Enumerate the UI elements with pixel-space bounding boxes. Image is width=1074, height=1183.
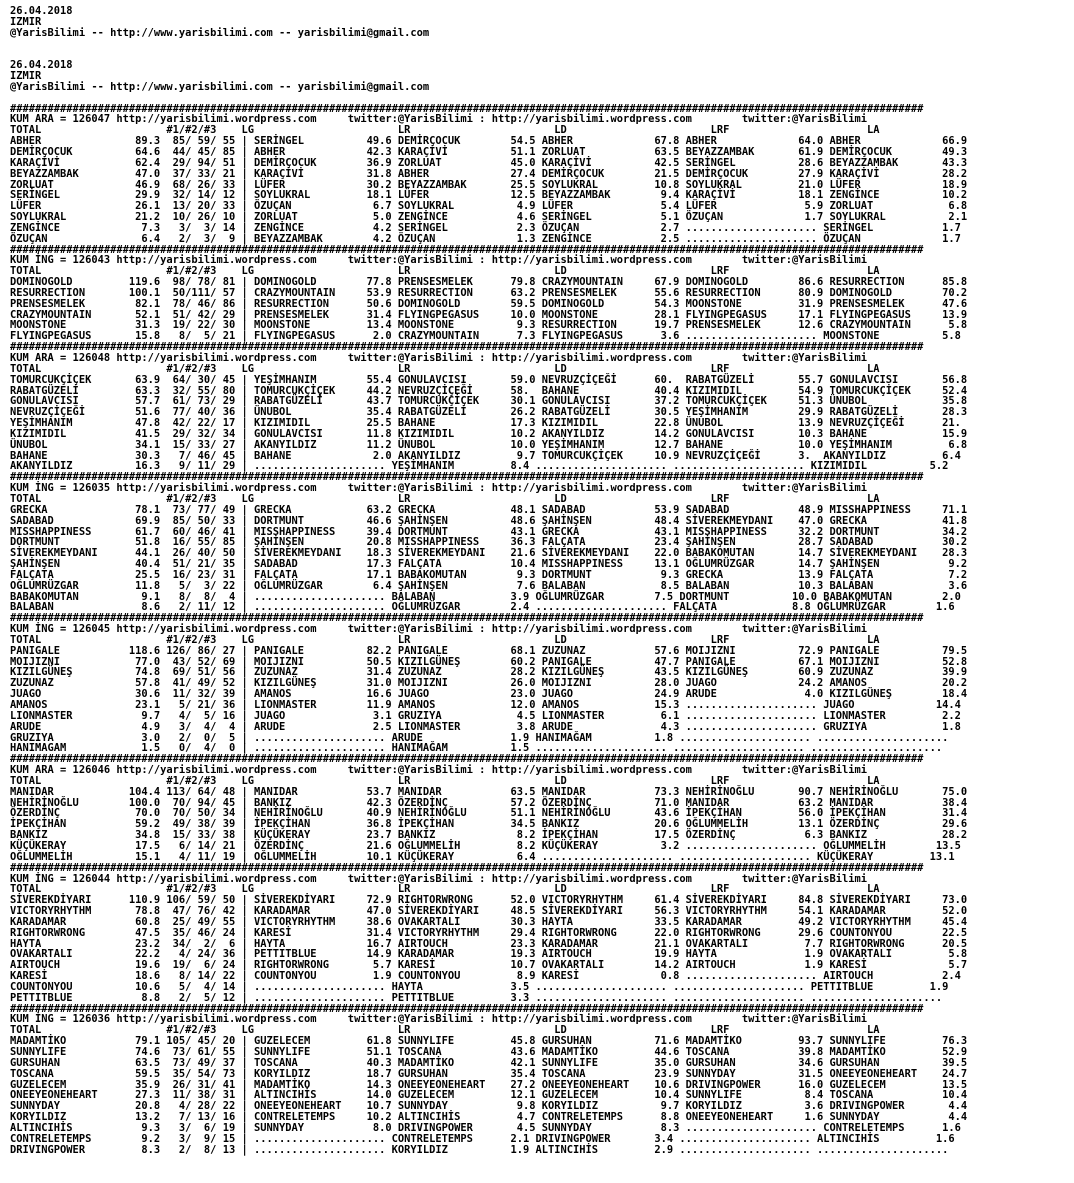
report-line: IZMIR <box>10 15 42 28</box>
report-line: TOTAL #1/#2/#3 LG LR LD LRF LA <box>10 883 880 896</box>
report-line: ################################################################################################################################################## <box>10 243 924 256</box>
report-line: KUM ARA = 126047 http://yarisbilimi.wordpress.com twitter:@YarisBilimi : http://yarisbilimi.wordpress.com twitter:@YarisBilimi <box>10 113 868 126</box>
report-line: GONULAVCISI 57.7 61/ 73/ 29 | RABATGÜZELİ 43.7 TOMURCUKÇİÇEK 30.1 GONULAVCISI 37.2 TOMURCUKÇİÇEK 51.3 ÜNUBOL 35.8 <box>10 395 968 408</box>
report-line: MADAMTİKO 79.1 105/ 45/ 20 | GUZELECEM 61.8 SUNNYLIFE 45.8 GURSUHAN 71.6 MADAMTİKO 93.7 SUNNYLIFE 76.3 <box>10 1035 968 1048</box>
report-line: DRIVINGPOWER 8.3 2/ 8/ 13 | ..................... KORYILDIZ 1.9 ALTINCIHİS 2.9 ..................... ..................... <box>10 1143 949 1156</box>
report-line: ŞAHİNŞEN 40.4 51/ 21/ 35 | SADABAD 17.3 FALÇATA 10.4 MISSHAPPINESS 13.1 OĞLUMRÜZGAR 14.7 ŞAHİNŞEN 9.2 <box>10 558 968 571</box>
report-line: SİVEREKDİYARI 110.9 106/ 59/ 50 | SİVEREKDİYARI 72.9 RIGHTORWRONG 52.0 VICTORYRHYTHM 61.4 SİVEREKDİYARI 84.8 SİVEREKDİYARI 73.0 <box>10 894 968 907</box>
report-line: IZMIR <box>10 70 42 83</box>
report-line: GRUZIYA 3.0 2/ 0/ 5 | ..................... ARUDE 1.9 HANIMAĞAM 1.8 ..................... ..................... <box>10 731 949 744</box>
report-line: YEŞİMHANIM 47.8 42/ 22/ 17 | KIZIMIDIL 25.5 BAHANE 17.3 KIZIMIDIL 22.8 ÜNUBOL 13.9 NEVRUZÇİÇEĞİ 21. <box>10 417 961 430</box>
report-line: NEHİRİNOĞLU 100.0 70/ 94/ 45 | BANKIZ 42.3 ÖZERDİNÇ 57.2 ÖZERDİNÇ 71.0 MANIDAR 63.2 MANIDAR 38.4 <box>10 796 968 809</box>
report-line: 26.04.2018 <box>10 59 73 72</box>
report-line: ALTINCIHİS 9.3 3/ 6/ 19 | SUNNYDAY 8.0 DRIVINGPOWER 4.5 SUNNYDAY 8.3 ..................... CONTRELETEMPS 1.6 <box>10 1121 961 1134</box>
report-line: AKANYILDIZ 16.3 9/ 11/ 29 | ..................... YEŞİMHANIM 8.4 ..................... ..................... KIZIMIDIL 5.2 <box>10 460 949 473</box>
report-line: KUM İNG = 126035 http://yarisbilimi.wordpress.com twitter:@YarisBilimi : http://yarisbilimi.wordpress.com twitter:@YarisBilimi <box>10 482 868 495</box>
report-line: İPEKÇİHAN 59.2 49/ 38/ 39 | İPEKÇİHAN 36.8 İPEKÇİHAN 34.5 BANKIZ 20.6 OĞLUMMELİH 13.1 ÖZERDİNÇ 29.6 <box>10 818 968 831</box>
report-line: RESURRECTION 100.1 50/111/ 57 | CRAZYMOUNTAIN 53.9 RESURRECTION 63.2 PRENSESMELEK 55.6 RESURRECTION 80.9 DOMINOGOLD 70.2 <box>10 286 968 299</box>
report-line: ÜNUBOL 34.1 15/ 33/ 27 | AKANYILDIZ 11.2 ÜNUBOL 10.0 YEŞİMHANIM 12.7 BAHANE 10.0 YEŞİMHANIM 6.8 <box>10 438 968 451</box>
report-line: 26.04.2018 <box>10 5 73 17</box>
report-line: KUM ARA = 126046 http://yarisbilimi.wordpress.com twitter:@YarisBilimi : http://yarisbilimi.wordpress.com twitter:@YarisBilimi <box>10 764 868 777</box>
report-line: KIZILGÜNEŞ 74.8 69/ 51/ 56 | ZUZUNAZ 31.4 ZUZUNAZ 28.2 KIZILGÜNEŞ 43.5 KIZILGÜNEŞ 60.9 ZUZUNAZ 39.9 <box>10 666 968 679</box>
report-line: TOTAL #1/#2/#3 LG LR LD LRF LA <box>10 362 880 375</box>
report-line: PRENSESMELEK 82.1 78/ 46/ 86 | RESURRECTION 50.6 DOMINOGOLD 59.5 DOMINOGOLD 54.3 MOONSTONE 31.9 PRENSESMELEK 47.6 <box>10 297 968 310</box>
report-line: KARADAMAR 60.8 25/ 49/ 55 | VICTORYRHYTHM 38.6 OVAKARTALI 30.3 HAYTA 33.5 KARADAMAR 49.2 VICTORYRHYTHM 45.4 <box>10 915 968 928</box>
report-line: RABATGÜZELİ 63.3 32/ 55/ 80 | TOMURCUKÇİÇEK 44.2 NEVRUZÇİÇEĞİ 58. BAHANE 40.4 KIZIMIDIL 54.9 TOMURCUKÇİÇEK 52.4 <box>10 384 968 397</box>
report-line: SOYLUKRAL 21.2 10/ 26/ 10 | ZORLUAT 5.0 ZENGİNCE 4.6 SERİNGEL 5.1 ÖZUÇAN 1.7 SOYLUKRAL 2.1 <box>10 211 968 224</box>
report-line: KUM İNG = 126044 http://yarisbilimi.wordpress.com twitter:@YarisBilimi : http://yarisbilimi.wordpress.com twitter:@YarisBilimi <box>10 872 868 885</box>
report-line: @YarisBilimi -- http://www.yarisbilimi.com -- yarisbilimi@gmail.com <box>10 80 430 93</box>
report-line: AMANOS 23.1 5/ 21/ 36 | LIONMASTER 11.9 AMANOS 12.0 AMANOS 15.3 ..................... JUAGO 14.4 <box>10 699 961 711</box>
report-line: COUNTONYOU 10.6 5/ 4/ 14 | ..................... HAYTA 3.5 ..................... ..................... PETTITBLUE 1.9 <box>10 980 949 993</box>
report-line: ################################################################################################################################################## <box>10 612 924 625</box>
report-line: SİVEREKMEYDANI 44.1 26/ 40/ 50 | SİVEREKMEYDANI 18.3 SİVEREKMEYDANI 21.6 SİVEREKMEYDANI 22.0 BABAKOMUTAN 14.7 SİVEREKMEYDANI 28.3 <box>10 547 968 560</box>
report-line: GUZELECEM 35.9 26/ 31/ 41 | MADAMTİKO 14.3 ONEEYEONEHEART 27.2 ONEEYEONEHEART 10.6 DRIVINGPOWER 16.0 GUZELECEM 13.5 <box>10 1078 968 1091</box>
report-line: OĞLUMRÜZGAR 11.8 5/ 3/ 22 | OĞLUMRÜZGAR 6.4 ŞAHİNŞEN 7.6 BALABAN 8.5 BALABAN 10.3 BALABAN 3.6 <box>10 579 968 592</box>
report-line: ################################################################################################################################################## <box>10 861 924 874</box>
report-line: ÖZERDİNÇ 70.0 70/ 50/ 34 | NEHİRİNOĞLU 40.9 NEHİRİNOĞLU 51.1 NEHİRİNOĞLU 43.6 İPEKÇİHAN 56.0 İPEKÇİHAN 31.4 <box>10 807 968 820</box>
report-line: KORYILDIZ 13.2 7/ 13/ 16 | CONTRELETEMPS 10.2 ALTINCIHİS 4.7 CONTRELETEMPS 8.8 ONEEYEONEHEART 1.6 SUNNYDAY 4.4 <box>10 1111 968 1124</box>
report-line: KUM İNG = 126036 http://yarisbilimi.wordpress.com twitter:@YarisBilimi : http://yarisbilimi.wordpress.com twitter:@YarisBilimi <box>10 1013 868 1026</box>
report-line: LÜFER 26.1 13/ 20/ 33 | ÖZUÇAN 6.7 SOYLUKRAL 4.9 LÜFER 5.4 LÜFER 5.9 ZORLUAT 6.8 <box>10 200 968 213</box>
report-line: ################################################################################################################################################## <box>10 1002 924 1015</box>
report-line: PANIGALE 118.6 126/ 86/ 27 | PANIGALE 82.2 PANIGALE 68.1 ZUZUNAZ 57.6 MOIJIZNI 72.9 PANIGALE 79.5 <box>10 644 968 657</box>
report-line: SUNNYDAY 20.8 4/ 28/ 22 | ONEEYEONEHEART 10.7 SUNNYDAY 9.8 KORYILDIZ 9.7 KORYILDIZ 3.6 DRIVINGPOWER 4.4 <box>10 1100 968 1113</box>
report-line: KIZIMIDIL 41.5 29/ 32/ 34 | GONULAVCISI 11.8 KIZIMIDIL 10.2 AKANYILDIZ 14.2 GONULAVCISI 10.3 BAHANE 15.9 <box>10 427 968 440</box>
report-line: ################################################################################################################################################## <box>10 341 924 354</box>
report-line: @YarisBilimi -- http://www.yarisbilimi.com -- yarisbilimi@gmail.com <box>10 26 430 39</box>
report-line: ################################################################################################################################################## <box>10 102 924 115</box>
report-line <box>10 39 1074 50</box>
report-line: JUAGO 30.6 11/ 32/ 39 | AMANOS 16.6 JUAGO 23.0 JUAGO 24.9 ARUDE 4.0 KIZILGÜNEŞ 18.4 <box>10 688 968 701</box>
report-line: OĞLUMMELİH 15.1 4/ 11/ 19 | OĞLUMMELİH 10.1 KÜÇÜKERAY 6.4 ..................... ..................... KÜÇÜKERAY 13.1 <box>10 850 955 863</box>
report-line: CRAZYMOUNTAIN 52.1 51/ 42/ 29 | PRENSESMELEK 31.4 FLYINGPEGASUS 10.0 MOONSTONE 28.1 FLYINGPEGASUS 17.1 FLYINGPEGASUS 13.9 <box>10 308 968 321</box>
report-line: TOTAL #1/#2/#3 LG LR LD LRF LA <box>10 124 880 137</box>
report-line: KUM İNG = 126045 http://yarisbilimi.wordpress.com twitter:@YarisBilimi : http://yarisbilimi.wordpress.com twitter:@YarisBilimi <box>10 623 868 636</box>
report-line: MOONSTONE 31.3 19/ 22/ 30 | MOONSTONE 13.4 MOONSTONE 9.3 RESURRECTION 19.7 PRENSESMELEK 12.6 CRAZYMOUNTAIN 5.8 <box>10 319 968 332</box>
report-line: FALÇATA 25.5 16/ 23/ 31 | FALÇATA 17.1 BABAKOMUTAN 9.3 DORTMUNT 9.3 GRECKA 13.9 FALÇATA 7.2 <box>10 568 968 581</box>
report-line: HAYTA 23.2 34/ 2/ 6 | HAYTA 16.7 AIRTOUCH 23.3 KARADAMAR 21.1 OVAKARTALI 7.7 RIGHTORWRONG 20.5 <box>10 937 968 950</box>
report-line: GURSUHAN 63.5 73/ 49/ 37 | TOSCANA 40.3 MADAMTİKO 42.1 SUNNYLIFE 35.0 GURSUHAN 34.6 GURSUHAN 39.5 <box>10 1056 968 1069</box>
report-line: AIRTOUCH 19.6 19/ 6/ 24 | RIGHTORWRONG 5.7 KARESİ 10.7 OVAKARTALI 14.2 AIRTOUCH 1.9 KARESİ 5.7 <box>10 959 968 972</box>
report-line: RIGHTORWRONG 47.5 35/ 46/ 24 | KARESİ 31.4 VICTORYRHYTHM 29.4 RIGHTORWRONG 22.0 RIGHTORWRONG 29.6 COUNTONYOU 22.5 <box>10 926 968 939</box>
report-line: OVAKARTALI 22.2 4/ 24/ 36 | PETTITBLUE 14.9 KARADAMAR 19.3 AIRTOUCH 19.9 HAYTA 1.9 OVAKARTALI 5.8 <box>10 948 968 961</box>
report-line: ONEEYEONEHEART 27.3 11/ 38/ 31 | ALTINCIHİS 14.0 GUZELECEM 12.1 GUZELECEM 10.4 SUNNYLIFE 8.4 TOSCANA 10.4 <box>10 1089 968 1102</box>
report-line: BAHANE 30.3 7/ 46/ 45 | BAHANE 2.0 AKANYILDIZ 9.7 TOMURCUKÇİÇEK 10.9 NEVRUZÇİÇEĞİ 3. AKANYILDIZ 6.4 <box>10 449 961 462</box>
report-line: ÖZUÇAN 6.4 2/ 3/ 9 | BEYAZZAMBAK 4.2 ÖZUÇAN 1.3 ZENGİNCE 2.5 ..................... ÖZUÇAN 1.7 <box>10 232 961 245</box>
report-line: PETTITBLUE 8.8 2/ 5/ 12 | ..................... PETTITBLUE 3.3 ..................... ..................... ..................... <box>10 991 943 1004</box>
report-line: TOMURCUKÇİÇEK 63.9 64/ 30/ 45 | YEŞİMHANIM 55.4 GONULAVCISI 59.0 NEVRUZÇİÇEĞİ 60. RABATGÜZELİ 55.7 GONULAVCISI 56.8 <box>10 373 968 386</box>
report-line: SUNNYLIFE 74.6 73/ 61/ 55 | SUNNYLIFE 51.1 TOSCANA 43.6 MADAMTİKO 44.6 TOSCANA 39.8 MADAMTİKO 52.9 <box>10 1046 968 1058</box>
report-line: DEMİRÇOCUK 64.6 44/ 45/ 85 | ABHER 42.3 KARAÇİVİ 51.1 ZORLUAT 63.5 BEYAZZAMBAK 61.9 DEMİRÇOCUK 49.3 <box>10 145 968 158</box>
report-line: DOMINOGOLD 119.6 98/ 78/ 81 | DOMINOGOLD 77.8 PRENSESMELEK 79.8 CRAZYMOUNTAIN 67.9 DOMINOGOLD 86.6 RESURRECTION 85.8 <box>10 276 968 289</box>
report-line: CONTRELETEMPS 9.2 3/ 9/ 15 | ..................... CONTRELETEMPS 2.1 DRIVINGPOWER 3.4 ..................... ALTINCIHİS 1.6 <box>10 1132 955 1145</box>
report-line: TOSCANA 59.5 35/ 54/ 73 | KORYILDIZ 18.7 GURSUHAN 35.4 TOSCANA 23.9 SUNNYDAY 31.5 ONEEYEONEHEART 24.7 <box>10 1067 968 1080</box>
report-line: DORTMUNT 51.8 16/ 55/ 85 | ŞAHİNŞEN 20.8 MISSHAPPINESS 36.3 FALÇATA 23.4 ŞAHİNŞEN 28.7 SADABAD 30.2 <box>10 536 968 549</box>
report-line <box>10 49 1074 60</box>
report-line: KARESİ 18.6 8/ 14/ 22 | COUNTONYOU 1.9 COUNTONYOU 8.9 KARESİ 0.8 ..................... AIRTOUCH 2.4 <box>10 970 961 983</box>
report-line: LIONMASTER 9.7 4/ 5/ 16 | JUAGO 3.1 GRUZIYA 4.5 LIONMASTER 6.1 ..................... LIONMASTER 2.2 <box>10 709 961 722</box>
report-line: BEYAZZAMBAK 47.0 37/ 33/ 21 | KARAÇİVİ 31.8 ABHER 27.4 DEMİRÇOCUK 21.5 DEMİRÇOCUK 27.9 KARAÇİVİ 28.2 <box>10 167 968 180</box>
report-line: KUM İNG = 126043 http://yarisbilimi.wordpress.com twitter:@YarisBilimi : http://yarisbilimi.wordpress.com twitter:@YarisBilimi <box>10 254 868 267</box>
report-line: MISSHAPPINESS 61.7 60/ 46/ 41 | MISSHAPPINESS 39.4 DORTMUNT 43.1 GRECKA 43.1 MISSHAPPINESS 32.2 DORTMUNT 34.2 <box>10 525 968 538</box>
report-line: BABAKOMUTAN 9.1 8/ 8/ 4 | ..................... BALABAN 3.9 OĞLUMRÜZGAR 7.5 DORTMUNT 10.0 BABAKOMUTAN 2.0 <box>10 590 961 603</box>
report-line: HANIMAGAM 1.5 0/ 4/ 0 | ..................... HANIMAĞAM 1.5 ..................... ..................... ..................... <box>10 742 943 755</box>
report-line: MOIJIZNI 77.0 43/ 52/ 69 | MOIJIZNI 50.5 KIZILGÜNEŞ 60.2 PANIGALE 47.7 PANIGALE 67.1 MOIJIZNI 52.8 <box>10 655 968 668</box>
report-line: KARAÇİVİ 62.4 29/ 94/ 51 | DEMİRÇOCUK 36.9 ZORLUAT 45.0 KARAÇİVİ 42.5 SERİNGEL 28.6 BEYAZZAMBAK 43.3 <box>10 156 968 169</box>
report-line: TOTAL #1/#2/#3 LG LR LD LRF LA <box>10 265 880 278</box>
report-line: ZORLUAT 46.9 68/ 26/ 33 | LÜFER 30.2 BEYAZZAMBAK 25.5 SOYLUKRAL 10.8 SOYLUKRAL 21.0 LÜFER 18.9 <box>10 178 968 191</box>
report-line: GRECKA 78.1 73/ 77/ 49 | GRECKA 63.2 GRECKA 48.1 SADABAD 53.9 SADABAD 48.9 MISSHAPPINESS 71.1 <box>10 503 968 516</box>
report-line: FLYINGPEGASUS 15.8 8/ 5/ 21 | FLYINGPEGASUS 2.0 CRAZYMOUNTAIN 7.3 FLYINGPEGASUS 3.6 ..................... MOONSTONE 5.8 <box>10 330 961 343</box>
report-line: MANIDAR 104.4 113/ 64/ 48 | MANIDAR 53.7 MANIDAR 63.5 MANIDAR 73.3 NEHİRİNOĞLU 90.7 NEHİRİNOĞLU 75.0 <box>10 785 968 798</box>
report-line: ################################################################################################################################################## <box>10 753 924 766</box>
report-line: KUM ARA = 126048 http://yarisbilimi.wordpress.com twitter:@YarisBilimi : http://yarisbilimi.wordpress.com twitter:@YarisBilimi <box>10 352 868 364</box>
report-line: TOTAL #1/#2/#3 LG LR LD LRF LA <box>10 1024 880 1037</box>
report-line: ################################################################################################################################################## <box>10 471 924 484</box>
report-line: BANKIZ 34.8 15/ 33/ 38 | KÜÇÜKERAY 23.7 BANKIZ 8.2 İPEKÇİHAN 17.5 ÖZERDİNÇ 6.3 BANKIZ 28.2 <box>10 829 968 842</box>
report-line: BALABAN 8.6 2/ 11/ 12 | ..................... OĞLUMRÜZGAR 2.4 ..................... FALÇATA 8.8 OĞLUMRÜZGAR 1.6 <box>10 601 955 614</box>
report-line: KÜÇÜKERAY 17.5 6/ 14/ 21 | ÖZERDİNÇ 21.6 OĞLUMMELİH 8.2 KÜÇÜKERAY 3.2 ..................... OĞLUMMELİH 13.5 <box>10 839 961 852</box>
report-line: SADABAD 69.9 85/ 50/ 33 | DORTMUNT 46.6 ŞAHİNŞEN 48.6 ŞAHİNŞEN 48.4 SİVEREKMEYDANI 47.0 GRECKA 41.8 <box>10 514 968 527</box>
report-line: TOTAL #1/#2/#3 LG LR LD LRF LA <box>10 774 880 787</box>
report-line: ARUDE 4.9 3/ 4/ 4 | ARUDE 2.5 LIONMASTER 3.8 ARUDE 4.3 ..................... GRUZIYA 1.8 <box>10 720 961 733</box>
report-line: ZENGİNCE 7.3 3/ 3/ 14 | ZENGİNCE 4.2 SERİNGEL 2.3 ÖZUÇAN 2.7 ..................... SERİNGEL 1.7 <box>10 221 961 234</box>
report-line: SERİNGEL 29.9 32/ 14/ 12 | SOYLUKRAL 18.1 LÜFER 12.5 BEYAZZAMBAK 9.4 KARAÇİVİ 18.1 ZENGİNCE 10.2 <box>10 189 968 202</box>
report-line: TOTAL #1/#2/#3 LG LR LD LRF LA <box>10 492 880 505</box>
report-line: ZUZUNAZ 57.8 41/ 49/ 52 | KIZILGÜNEŞ 31.0 MOIJIZNI 26.0 MOIJIZNI 28.0 JUAGO 24.2 AMANOS 20.2 <box>10 677 968 690</box>
report-line: TOTAL #1/#2/#3 LG LR LD LRF LA <box>10 633 880 646</box>
report-line <box>10 93 1074 104</box>
report-line: ABHER 89.3 85/ 59/ 55 | SERİNGEL 49.6 DEMİRÇOCUK 54.5 ABHER 67.8 ABHER 64.0 ABHER 66.9 <box>10 135 968 148</box>
report-line: NEVRUZÇİÇEĞİ 51.6 77/ 40/ 36 | ÜNUBOL 35.4 RABATGÜZELİ 26.2 RABATGÜZELİ 30.5 YEŞİMHANIM 29.9 RABATGÜZELİ 28.3 <box>10 406 968 419</box>
report-line: VICTORYRHYTHM 78.8 47/ 76/ 42 | KARADAMAR 47.0 SİVEREKDİYARI 48.5 SİVEREKDİYARI 56.3 VICTORYRHYTHM 54.1 KARADAMAR 52.0 <box>10 905 968 918</box>
